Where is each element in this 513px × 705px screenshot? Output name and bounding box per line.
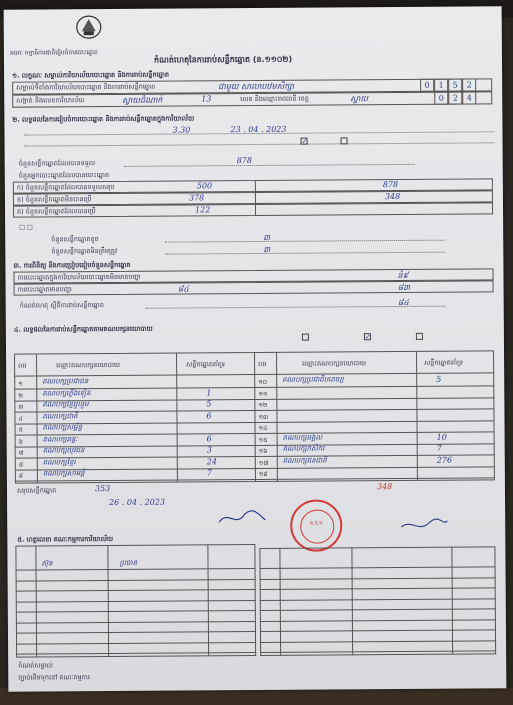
col-party-right: ឈ្មោះគណបក្សនយោបាយ bbox=[302, 359, 367, 368]
unused-label: ខ) ចំនួនសន្លឹកឆ្នោតមិនបានប្រើ bbox=[16, 195, 92, 204]
open-time: 3.30 bbox=[172, 125, 191, 135]
table-row-no: ៥ bbox=[18, 426, 23, 434]
code-top-2: 5 bbox=[448, 79, 462, 92]
s3-l2b-value: ៨៣ bbox=[397, 282, 411, 293]
section4-heading: ៤. លទ្ធផលនៃការរាប់សន្លឹកឆ្នោតតាមគណបក្សនយោបាយ bbox=[13, 324, 153, 334]
table-row-no: ៤ bbox=[18, 415, 23, 423]
col-votes-left: សន្លឹកឆ្នោតគាំទ្រ bbox=[186, 360, 226, 369]
table-row-votes: 10 bbox=[436, 432, 447, 442]
s3-l3: កំណត់ហេតុ ស្ដីពីការរាប់សន្លឹកឆ្នោត bbox=[19, 301, 104, 310]
table-row-party: គណបក្សកសិករ bbox=[282, 444, 325, 453]
total-right-value: 348 bbox=[376, 482, 393, 492]
table-row-no: ១៨ bbox=[258, 470, 268, 478]
form-title: កំណត់ហេតុនៃការរាប់សន្លឹកឆ្នោត (ន.១១០២) bbox=[153, 54, 293, 65]
section5-heading: ៥. ហត្ថលេខា គណៈកម្មការការិយាល័យ bbox=[17, 534, 114, 544]
table-row-party: គណបក្សសម្ព័ន្ធ bbox=[42, 423, 83, 432]
commune-label: សង្កាត់ និងលេខការិយាល័យ bbox=[16, 96, 85, 105]
table-row-votes: 3 bbox=[206, 445, 212, 455]
table-row-no: ១៦ bbox=[258, 447, 268, 455]
emblem-logo bbox=[72, 13, 106, 41]
received-label: ក) ចំនួនសន្លឹកឆ្នោតដែលបានទទួលសរុប bbox=[16, 182, 115, 192]
table-row-party: គណបក្សសាមគ្គី bbox=[42, 469, 85, 478]
table-row-no: ១ bbox=[18, 380, 23, 388]
spoiled-label: ចំនួនសន្លឹកឆ្នោតខូច bbox=[51, 235, 99, 244]
sig-row1-role: ប្រធាន bbox=[119, 558, 138, 567]
code-bottom-2: 4 bbox=[462, 91, 476, 104]
table-row-no: ២ bbox=[18, 392, 23, 400]
count-date: 26 . 04 . 2023 bbox=[109, 497, 166, 508]
table-row-votes: 7 bbox=[206, 468, 212, 478]
ministry-name: គណៈ កម្មាធិការជាតិរៀបចំការបោះឆ្នោត bbox=[9, 49, 98, 57]
s4-checkbox-3[interactable] bbox=[416, 333, 423, 340]
ballot-count-form bbox=[4, 6, 507, 691]
section2-heading: ២. លទ្ធផលនៃការរៀបចំការបោះឆ្នោត និងការរាប់សន្លឹកឆ្នោតក្នុងការិយាល័យ bbox=[12, 114, 195, 124]
district-label: លេខ និងឈ្មោះរាជធានី ខេត្ត bbox=[240, 94, 309, 104]
unused-value: 378 bbox=[188, 193, 205, 203]
table-row-votes: 7 bbox=[436, 443, 442, 453]
table-row-no: ៨ bbox=[18, 461, 24, 469]
col-no-left: លរ bbox=[18, 361, 27, 370]
code-top-3: 2 bbox=[462, 78, 476, 91]
row-s3-2 bbox=[14, 280, 494, 295]
table-row-no: ១១ bbox=[258, 390, 268, 398]
s3-l2: ការបោះឆ្នោតមានបញ្ហា bbox=[17, 285, 72, 294]
table-row-no: ៣ bbox=[18, 403, 24, 411]
table-row-votes: 276 bbox=[436, 455, 453, 465]
table-row-votes: 6 bbox=[206, 433, 212, 443]
received-value: 500 bbox=[196, 181, 213, 191]
used-label: គ) ចំនួនសន្លឹកឆ្នោតដែលបានប្រើ bbox=[17, 207, 96, 216]
spoiled-row: ☐ ☐ bbox=[19, 223, 33, 232]
code-bottom-0: 0 bbox=[434, 92, 448, 105]
signature-right bbox=[399, 517, 449, 535]
table-row-no: ១៧ bbox=[258, 459, 269, 467]
table-row-votes: 6 bbox=[206, 410, 212, 420]
district-value: ស្វាយ bbox=[350, 94, 369, 104]
line-a-label: ចំនួនសន្លឹកឆ្នោតដែលបានទទួល bbox=[18, 159, 96, 168]
table-row-votes: 5 bbox=[436, 374, 442, 384]
footer-note-2: ច្បាប់ដើមទុកនៅ គណៈកម្មការ bbox=[18, 673, 90, 682]
table-row-party: គណបក្សប្រជាជន bbox=[42, 377, 89, 386]
s3-l1: ការបោះឆ្នោតក្នុងការិយាល័យបោះឆ្នោតមិនមានបញ្ហា bbox=[17, 272, 141, 282]
table-row-party: គណបក្សប្រជាធិបតេយ្យ bbox=[282, 375, 344, 384]
col-votes-right: សន្លឹកឆ្នោតគាំទ្រ bbox=[424, 358, 464, 367]
unused-right-value: 348 bbox=[384, 191, 401, 202]
code-top-1: 1 bbox=[434, 79, 448, 92]
table-row-party: គណបក្សយុវជន bbox=[42, 446, 85, 455]
open-date: 23 . 04 . 2023 bbox=[230, 124, 287, 135]
s4-checkbox-1[interactable] bbox=[302, 334, 309, 341]
place-value: ជាមួយ សាលាបឋមសិក្សា bbox=[218, 81, 295, 92]
line-a-dots bbox=[125, 164, 415, 167]
table-row-party: គណបក្សជាតិ bbox=[42, 411, 78, 420]
table-row-no: ១៥ bbox=[258, 436, 268, 444]
table-row-party: គណបក្សខ្មែររួបរួម bbox=[42, 400, 89, 409]
footer-note-1: កំណត់សម្គាល់ bbox=[18, 661, 53, 670]
used-value: 122 bbox=[194, 205, 211, 215]
total-label: សរុបសន្លឹកឆ្នោត bbox=[16, 486, 57, 495]
invalid-label: ចំនួនសន្លឹកឆ្នោតមិនត្រឹមត្រូវ bbox=[51, 246, 118, 256]
line-a-value: 878 bbox=[236, 156, 252, 166]
col-no-right: លរ bbox=[258, 359, 267, 368]
table-row-no: ៩ bbox=[18, 472, 24, 480]
s3-l1-value: នំ៩ bbox=[397, 270, 409, 281]
table-row-party: គណបក្សឆន្ទៈ bbox=[42, 434, 78, 443]
code-bottom-1: 2 bbox=[448, 92, 462, 105]
table-row-party: គណបក្សមង្គល bbox=[282, 433, 323, 442]
table-row-no: ១៤ bbox=[258, 424, 268, 432]
received-right-value: 878 bbox=[382, 179, 399, 190]
section3-heading: ៣. ការពិនិត្យ និងការប្រៀបធៀបចំនួនសន្លឹកឆ្នោត bbox=[13, 260, 131, 270]
official-seal: គ.ជ.ប bbox=[290, 499, 342, 551]
col-party-left: ឈ្មោះគណបក្សនយោបាយ bbox=[56, 360, 121, 370]
checkbox-yes[interactable]: ✓ bbox=[301, 137, 308, 146]
table-row-party: គណបក្សជនជាតិ bbox=[282, 456, 327, 465]
invalid-value: ៣ bbox=[263, 244, 271, 254]
spoiled-value: ៣ bbox=[263, 232, 271, 242]
table-row-no: ៧ bbox=[18, 449, 24, 457]
office-number: 13 bbox=[201, 94, 212, 104]
table-row-party: គណបក្សភ្លើងទៀន bbox=[42, 388, 91, 397]
sig-row1-name: ស៊ុន bbox=[41, 559, 53, 568]
table-row-no: ១៣ bbox=[258, 413, 269, 421]
section1-heading: ១. លក្ខណៈ សម្គាល់ការិយាល័យបោះឆ្នោត និងការរាប់សន្លឹកឆ្នោត bbox=[12, 70, 170, 80]
invalid-dots bbox=[165, 252, 445, 255]
total-value: 353 bbox=[94, 484, 111, 494]
code-top-0: 0 bbox=[420, 79, 434, 92]
s3-l3-value: ៨៤ bbox=[397, 297, 410, 308]
table-row-no: ១០ bbox=[258, 378, 268, 386]
table-row-votes: 5 bbox=[206, 399, 212, 409]
table-row-votes: 24 bbox=[206, 456, 218, 466]
table-row-no: ១២ bbox=[258, 401, 268, 409]
table-row-no: ៦ bbox=[18, 438, 23, 446]
s3-l2-value: ៨៤ bbox=[177, 284, 189, 294]
spoiled-dots bbox=[165, 240, 445, 243]
table-row-votes: 1 bbox=[206, 387, 212, 397]
table-row-party: គណបក្សខ្មែរ bbox=[42, 457, 76, 466]
signature bbox=[217, 508, 267, 528]
place-label: សម្គាល់ទីតាំងការិយាល័យបោះឆ្នោត និងការរាប់សន្លឹកឆ្នោត bbox=[16, 82, 156, 92]
checkbox-no[interactable] bbox=[341, 137, 348, 144]
line-b-label: ចំនួនអ្នកបោះឆ្នោតដែលបានបោះឆ្នោត bbox=[18, 171, 110, 180]
s4-checkbox-2[interactable]: ✓ bbox=[364, 333, 371, 342]
commune-value: ស្វាយដំណាក់ bbox=[122, 95, 163, 105]
section2-line2 bbox=[25, 142, 495, 146]
